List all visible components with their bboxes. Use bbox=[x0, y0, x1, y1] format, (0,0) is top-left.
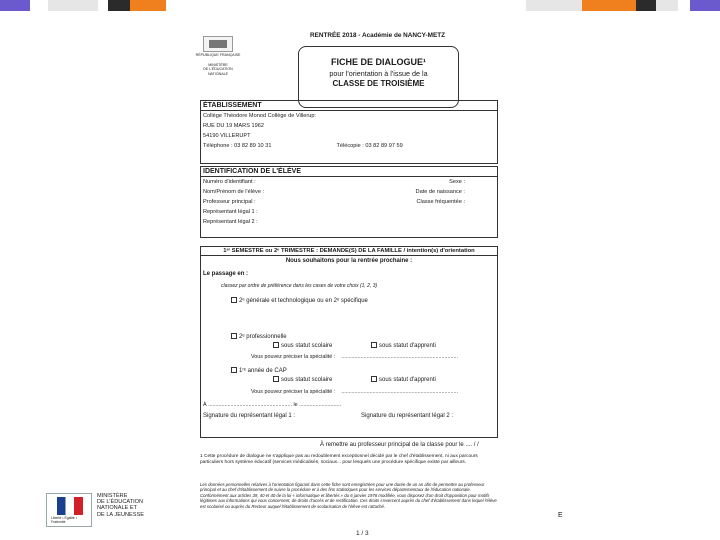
cap-preciser-field[interactable]: .............................................................................. bbox=[341, 389, 459, 395]
eleve-row-1 bbox=[201, 177, 497, 187]
2pro-apprenti: sous statut d'apprenti bbox=[371, 342, 436, 349]
eleve-row-2 bbox=[201, 187, 497, 197]
ministere-logo-text: MINISTÈRE DE L'ÉDUCATION NATIONALE ET DE LA JEUNESSE bbox=[97, 493, 144, 518]
option-cap: 1ʳᵉ année de CAP bbox=[231, 367, 287, 374]
signature-rep1[interactable]: Signature du représentant légal 1 : bbox=[203, 413, 296, 419]
option-2gt: 2ᵉ générale et technologique ou en 2ᵉ spécifique bbox=[231, 297, 368, 304]
document-page bbox=[170, 14, 526, 540]
checkbox-2gt[interactable] bbox=[231, 297, 237, 303]
cap-apprenti: sous statut d'apprenti bbox=[371, 376, 436, 383]
signature-rep2[interactable]: Signature du représentant légal 2 : bbox=[361, 413, 454, 419]
checkbox-cap-scolaire[interactable] bbox=[273, 376, 279, 382]
top-strip-orange-right bbox=[582, 0, 636, 11]
checkbox-cap-apprenti[interactable] bbox=[371, 376, 377, 382]
top-strip-purple-right bbox=[690, 0, 720, 11]
eleve-section bbox=[200, 166, 498, 238]
cap-preciser: Vous pouvez préciser la spécialité : .............................................................................. bbox=[251, 389, 459, 395]
classe-label: Classe fréquentée : bbox=[416, 199, 465, 205]
top-strip-gray-left bbox=[48, 0, 98, 11]
fax-value: 03 82 89 97 59 bbox=[365, 143, 403, 149]
ministere-label: MINISTÈRE DE L'ÉDUCATION NATIONALE bbox=[203, 63, 233, 76]
tel-label: Téléphone : bbox=[203, 143, 233, 149]
title-box bbox=[298, 46, 459, 108]
naissance-label: Date de naissance : bbox=[415, 189, 465, 195]
professeur-label: Professeur principal : bbox=[203, 199, 256, 205]
etablissement-section bbox=[200, 100, 498, 164]
etablissement-heading: ÉTABLISSEMENT bbox=[201, 101, 497, 111]
legal-notice: Les données personnelles relatives à l'orientation figurant dans cette fiche sont enregistrées pour une durée de un an afin de permettre au professeur principal et au chef d'établissement de suivre la procédure et à des fins statistiques pour les services départementaux de l'éducation nationale. Conformément aux articles 39, 40 et 40 de la loi « informatique et libertés » du 6 janvier 1978 modifiée, vous disposez d'un droit d'opposition pour motifs légitimes aux informations qui vous concernent, de droits d'accès et de rectification. Ces droits s'exercent auprès du chef d'établissement dans lequel l'élève est scolarisé ou auprès du Recteur auquel l'établissement de scolarisation de l'élève est rattaché. bbox=[200, 482, 497, 509]
republique-label: RÉPUBLIQUE FRANÇAISE bbox=[195, 53, 241, 57]
souhait-text: Nous souhaitons pour la rentrée prochaine : bbox=[285, 258, 413, 264]
remettre-line: À remettre au professeur principal de la classe pour le .... / / bbox=[320, 442, 479, 448]
option-2pro: 2ᵉ professionnelle bbox=[231, 333, 287, 340]
side-mark: E bbox=[558, 512, 563, 519]
lieu-date-line[interactable]: À ........................................................ le ............................ bbox=[203, 402, 342, 408]
nom-label: Nom/Prénom de l'élève : bbox=[203, 189, 265, 195]
checkbox-2pro[interactable] bbox=[231, 333, 237, 339]
footnote-text: 1 Cette procédure de dialogue ne s'applique pas au redoublement exceptionnel décidé par le chef d'établissement, ni aux parcours particuliers hors système éducatif (services médicalisés, sociaux... pour lesquels une procédure spécifique existe par ailleurs. bbox=[200, 454, 478, 465]
fiche-title: FICHE DE DIALOGUE¹ bbox=[330, 57, 426, 67]
marianne-icon bbox=[203, 36, 233, 52]
passage-label: Le passage en : bbox=[203, 271, 249, 277]
top-strip-gray-right2 bbox=[656, 0, 678, 11]
fiche-subtitle: pour l'orientation à l'issue de la bbox=[329, 69, 428, 78]
fiche-classe: CLASSE DE TROISIÈME bbox=[332, 79, 425, 88]
demande-section bbox=[200, 246, 498, 438]
ministere-logo bbox=[46, 493, 144, 527]
etablissement-phones bbox=[201, 141, 497, 151]
cap-scolaire: sous statut scolaire bbox=[273, 376, 332, 383]
classer-instruction: classez par ordre de préférence dans les cases de votre choix (1, 2, 3) bbox=[221, 283, 378, 289]
rentree-header: RENTRÉE 2018 - Académie de NANCY-METZ bbox=[310, 32, 446, 39]
rep2-label: Représentant légal 2 : bbox=[203, 219, 258, 225]
eleve-row-3 bbox=[201, 197, 497, 207]
checkbox-2pro-apprenti[interactable] bbox=[371, 342, 377, 348]
devise-text: Liberté • Égalité • Fraternité bbox=[51, 516, 77, 524]
2pro-preciser-field[interactable]: .............................................................................. bbox=[341, 354, 459, 360]
demande-heading: 1ᵉʳ SEMESTRE ou 2ᵉ TRIMESTRE : DEMANDE(S) DE LA FAMILLE / intention(s) d'orientation bbox=[201, 247, 497, 256]
etablissement-city: 54190 VILLERUPT bbox=[203, 133, 251, 139]
top-strip-dark-right bbox=[636, 0, 656, 11]
eleve-heading: IDENTIFICATION DE L'ÉLÈVE bbox=[201, 167, 497, 177]
top-strip-dark-left bbox=[108, 0, 130, 11]
top-strip-purple-left bbox=[0, 0, 30, 11]
tel-value: 03 82 89 10 31 bbox=[234, 143, 272, 149]
top-strip-orange-left bbox=[130, 0, 166, 11]
checkbox-cap[interactable] bbox=[231, 367, 237, 373]
rep1-label: Représentant légal 1 : bbox=[203, 209, 258, 215]
sexe-label: Sexe : bbox=[449, 179, 465, 185]
2pro-scolaire: sous statut scolaire bbox=[273, 342, 332, 349]
fax-label: Télécopie : bbox=[336, 143, 364, 149]
marianne-logo-icon bbox=[46, 493, 92, 527]
etablissement-name: Collège Théodore Monod Collège de Villerup: bbox=[203, 113, 316, 119]
top-strip-gray-right bbox=[526, 0, 582, 11]
numero-label: Numéro d'identifiant : bbox=[203, 179, 256, 185]
page-number: 1 / 3 bbox=[356, 530, 369, 537]
republique-block bbox=[190, 34, 246, 76]
etablissement-street: RUE DU 19 MARS 1962 bbox=[203, 123, 264, 129]
checkbox-2pro-scolaire[interactable] bbox=[273, 342, 279, 348]
2pro-preciser: Vous pouvez préciser la spécialité : .............................................................................. bbox=[251, 354, 459, 360]
